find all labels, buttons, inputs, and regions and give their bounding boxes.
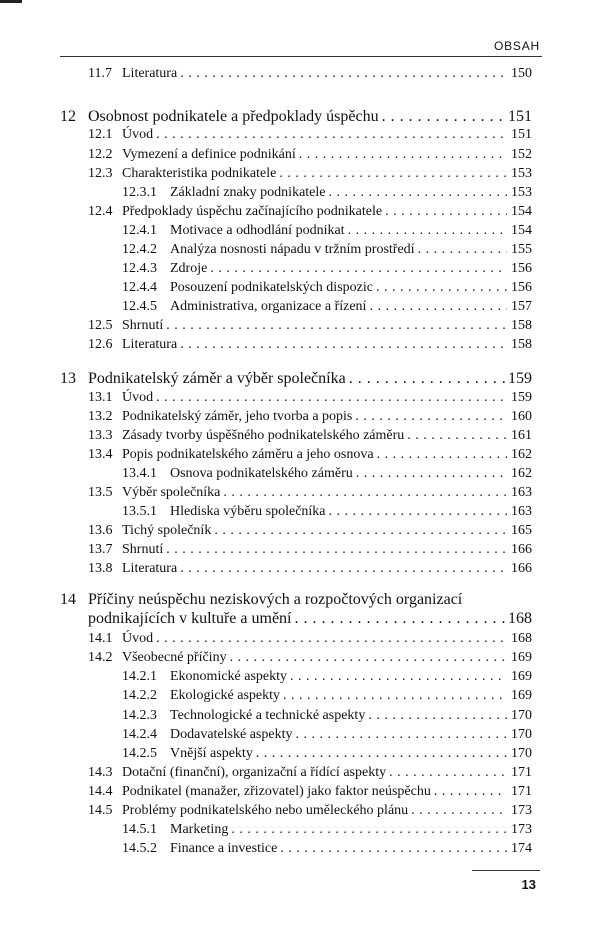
dot-leader: [434, 783, 507, 801]
dot-leader: [180, 336, 507, 354]
toc-title: Literatura: [122, 66, 178, 81]
toc-subsection-row[interactable]: [60, 821, 532, 839]
toc-number: 13.7: [88, 542, 113, 557]
toc-page-number: 165: [511, 523, 532, 538]
toc-title: Ekonomické aspekty: [170, 669, 288, 684]
dot-leader: [256, 745, 507, 763]
toc-number: 14: [60, 591, 76, 608]
dot-leader: [389, 764, 507, 782]
toc-page-number: 155: [511, 242, 532, 257]
toc-section-row[interactable]: [60, 630, 532, 648]
toc-page-number: 151: [508, 108, 532, 125]
dot-leader: [377, 446, 507, 464]
toc-number: 13.3: [88, 428, 113, 443]
toc-subsection-row[interactable]: [60, 745, 532, 763]
toc-subsection-row[interactable]: [60, 726, 532, 744]
dot-leader: [156, 126, 507, 144]
dot-leader: [283, 687, 507, 705]
dot-leader: [418, 241, 507, 259]
toc-number: 13.2: [88, 409, 113, 424]
toc-page-number: 169: [511, 650, 532, 665]
toc-page-number: 159: [508, 370, 532, 387]
toc-title: Úvod: [122, 127, 154, 142]
toc-title: Shrnutí: [122, 542, 164, 557]
toc-subsection-row[interactable]: [60, 465, 532, 483]
toc-chapter-row[interactable]: [60, 107, 532, 127]
toc-page-number: 150: [511, 66, 532, 81]
dot-leader: [279, 165, 507, 183]
toc-title: Literatura: [122, 561, 178, 576]
toc-number: 13.5: [88, 485, 113, 500]
toc-title: Vnější aspekty: [170, 746, 253, 761]
toc-section-row[interactable]: [60, 560, 532, 578]
dot-leader: [376, 279, 507, 297]
toc-section-row[interactable]: [60, 541, 532, 559]
toc-page-number: 160: [511, 409, 532, 424]
toc-title: Dotační (finanční), organizační a řídící aspekty: [122, 765, 387, 780]
toc-page-number: 158: [511, 337, 532, 352]
toc-page-number: 153: [511, 185, 532, 200]
toc-page-number: 170: [511, 708, 532, 723]
dot-leader: [290, 668, 507, 686]
toc-number: 14.2: [88, 650, 113, 665]
dot-leader: [223, 484, 507, 502]
dot-leader: [231, 821, 507, 839]
toc-title: Marketing: [170, 822, 229, 837]
dot-leader: [295, 609, 506, 629]
toc-page-number: 170: [511, 727, 532, 742]
toc-page-number: 151: [511, 127, 532, 142]
toc-title: Analýza nosnosti nápadu v tržním prostředí: [170, 242, 415, 257]
toc-number: 12.4.3: [122, 261, 157, 276]
toc-number: 12.3: [88, 166, 113, 181]
running-header: OBSAH: [493, 39, 540, 53]
toc-page-number: 174: [511, 841, 532, 856]
toc-page-number: 168: [508, 610, 532, 627]
toc-page-number: 154: [511, 204, 532, 219]
toc-page-number: 173: [511, 803, 532, 818]
toc-title: Shrnutí: [122, 318, 164, 333]
toc-subsection-row[interactable]: [60, 503, 532, 521]
toc-section-row[interactable]: [60, 649, 532, 667]
toc-number: 14.2.1: [122, 669, 157, 684]
toc-number: 12.4.2: [122, 242, 157, 257]
corner-scan-mark: [0, 0, 22, 3]
toc-page-number: 159: [511, 390, 532, 405]
dot-leader: [166, 317, 507, 335]
toc-number: 11.7: [88, 66, 112, 81]
toc-subsection-row[interactable]: [60, 260, 532, 278]
toc-number: 12.6: [88, 337, 113, 352]
toc-section-row[interactable]: [60, 65, 532, 83]
toc-title: Vymezení a definice podnikání: [122, 147, 296, 162]
toc-title: Hlediska výběru společníka: [170, 504, 326, 519]
toc-number: 14.2.3: [122, 708, 157, 723]
dot-leader: [382, 107, 505, 127]
toc-section-row[interactable]: [60, 146, 532, 164]
toc-page-number: 157: [511, 299, 532, 314]
toc-subsection-row[interactable]: [60, 707, 532, 725]
toc-section-row[interactable]: [60, 427, 532, 445]
toc-section-row[interactable]: [60, 408, 532, 426]
toc-page-number: 153: [511, 166, 532, 181]
dot-leader: [329, 184, 508, 202]
toc-title-continuation: podnikajících v kultuře a umění: [88, 610, 292, 627]
dot-leader: [348, 222, 507, 240]
toc-number: 14.3: [88, 765, 113, 780]
toc-page-number: 170: [511, 746, 532, 761]
dot-leader: [214, 522, 507, 540]
toc-subsection-row[interactable]: [60, 184, 532, 202]
header-rule: [60, 56, 542, 57]
toc-number: 13.4.1: [122, 466, 157, 481]
toc-title: Problémy podnikatelského nebo uměleckého plánu: [122, 803, 409, 818]
toc-number: 12.5: [88, 318, 113, 333]
toc-number: 14.2.5: [122, 746, 157, 761]
toc-title: Charakteristika podnikatele: [122, 166, 277, 181]
toc-section-row[interactable]: [60, 764, 532, 782]
toc-title: Úvod: [122, 390, 154, 405]
toc-subsection-row[interactable]: [60, 298, 532, 316]
dot-leader: [295, 726, 507, 744]
dot-leader: [329, 503, 507, 521]
toc-page-number: 161: [511, 428, 532, 443]
toc-page-number: 166: [511, 561, 532, 576]
toc-page-number: 162: [511, 447, 532, 462]
page-number: 13: [521, 877, 536, 892]
toc-number: 14.1: [88, 631, 113, 646]
toc-page-number: 158: [511, 318, 532, 333]
dot-leader: [280, 840, 507, 858]
toc-number: 12.1: [88, 127, 113, 142]
toc-title: Osobnost podnikatele a předpoklady úspěchu: [88, 108, 379, 125]
toc-title: Podnikatelský záměr, jeho tvorba a popis: [122, 409, 353, 424]
toc-number: 13.6: [88, 523, 113, 538]
toc-title: Finance a investice: [170, 841, 278, 856]
dot-leader: [180, 65, 507, 83]
toc-section-row[interactable]: [60, 802, 532, 820]
toc-subsection-row[interactable]: [60, 840, 532, 858]
dot-leader: [407, 427, 507, 445]
toc-title: Příčiny neúspěchu neziskových a rozpočtových organizací: [88, 591, 463, 608]
toc-chapter-row[interactable]: [60, 590, 532, 610]
toc-page-number: 168: [511, 631, 532, 646]
toc-number: 12.4.1: [122, 223, 157, 238]
toc-subsection-row[interactable]: [60, 668, 532, 686]
toc-title: Tichý společník: [122, 523, 212, 538]
toc-number: 12.3.1: [122, 185, 157, 200]
toc-title: Předpoklady úspěchu začínajícího podnikatele: [122, 204, 383, 219]
dot-leader: [210, 260, 507, 278]
dot-leader: [156, 630, 507, 648]
toc-number: 14.4: [88, 784, 113, 799]
toc-number: 14.5.1: [122, 822, 157, 837]
toc-page-number: 156: [511, 261, 532, 276]
toc-section-row[interactable]: [60, 484, 532, 502]
toc-title: Literatura: [122, 337, 178, 352]
toc-title: Technologické a technické aspekty: [170, 708, 366, 723]
toc-section-row[interactable]: [60, 317, 532, 335]
toc-number: 13.1: [88, 390, 113, 405]
toc-title: Zásady tvorby úspěšného podnikatelského záměru: [122, 428, 405, 443]
toc-page-number: 163: [511, 504, 532, 519]
toc-page-number: 162: [511, 466, 532, 481]
toc-title: Úvod: [122, 631, 154, 646]
dot-leader: [411, 802, 507, 820]
toc-number: 13: [60, 370, 76, 387]
toc-title: Administrativa, organizace a řízení: [170, 299, 367, 314]
toc-page-number: 152: [511, 147, 532, 162]
toc-subsection-row[interactable]: [60, 241, 532, 259]
dot-leader: [356, 465, 507, 483]
dot-leader: [299, 146, 507, 164]
toc-section-row[interactable]: [60, 446, 532, 464]
dot-leader: [385, 203, 507, 221]
dot-leader: [166, 541, 507, 559]
toc-title: Zdroje: [170, 261, 208, 276]
toc-page-number: 169: [511, 669, 532, 684]
toc-section-row[interactable]: [60, 165, 532, 183]
toc-title: Základní znaky podnikatele: [170, 185, 326, 200]
toc-title: Výběr společníka: [122, 485, 221, 500]
toc-title: Všeobecné příčiny: [122, 650, 227, 665]
toc-page-number: 173: [511, 822, 532, 837]
dot-leader: [156, 389, 507, 407]
toc-number: 14.5.2: [122, 841, 157, 856]
toc-number: 13.8: [88, 561, 113, 576]
toc-section-row[interactable]: [60, 783, 532, 801]
dot-leader: [180, 560, 507, 578]
toc-page-number: 171: [511, 784, 532, 799]
toc-number: 12.4: [88, 204, 113, 219]
toc-number: 12.4.5: [122, 299, 157, 314]
toc-section-row[interactable]: [60, 336, 532, 354]
toc-section-row[interactable]: [60, 203, 532, 221]
toc-section-row[interactable]: [60, 389, 532, 407]
toc-title: Motivace a odhodlání podnikat: [170, 223, 345, 238]
dot-leader: [230, 649, 507, 667]
toc-subsection-row[interactable]: [60, 222, 532, 240]
toc-page-number: 166: [511, 542, 532, 557]
toc-title: Popis podnikatelského záměru a jeho osnova: [122, 447, 374, 462]
toc-section-row[interactable]: [60, 126, 532, 144]
toc-title: Podnikatel (manažer, zřizovatel) jako faktor neúspěchu: [122, 784, 431, 799]
toc-subsection-row[interactable]: [60, 279, 532, 297]
toc-page-number: 154: [511, 223, 532, 238]
toc-number: 12.2: [88, 147, 113, 162]
dot-leader: [349, 369, 505, 389]
toc-number: 14.5: [88, 803, 113, 818]
toc-number: 12: [60, 108, 76, 125]
toc-page-number: 163: [511, 485, 532, 500]
toc-title: Dodavatelské aspekty: [170, 727, 293, 742]
toc-title: Posouzení podnikatelských dispozic: [170, 280, 373, 295]
toc-number: 12.4.4: [122, 280, 157, 295]
toc-chapter-row-continued[interactable]: [60, 609, 532, 629]
toc-page-number: 171: [511, 765, 532, 780]
footer-rule: [472, 870, 540, 871]
toc-number: 14.2.4: [122, 727, 157, 742]
toc-subsection-row[interactable]: [60, 687, 532, 705]
toc-number: 13.4: [88, 447, 113, 462]
toc-number: 14.2.2: [122, 688, 157, 703]
toc-title: Osnova podnikatelského záměru: [170, 466, 353, 481]
toc-chapter-row[interactable]: [60, 369, 532, 389]
toc-number: 13.5.1: [122, 504, 157, 519]
dot-leader: [369, 298, 507, 316]
toc-section-row[interactable]: [60, 522, 532, 540]
dot-leader: [355, 408, 507, 426]
toc-page-number: 169: [511, 688, 532, 703]
dot-leader: [368, 707, 507, 725]
toc-title: Podnikatelský záměr a výběr společníka: [88, 370, 346, 387]
toc-page-number: 156: [511, 280, 532, 295]
toc-title: Ekologické aspekty: [170, 688, 281, 703]
